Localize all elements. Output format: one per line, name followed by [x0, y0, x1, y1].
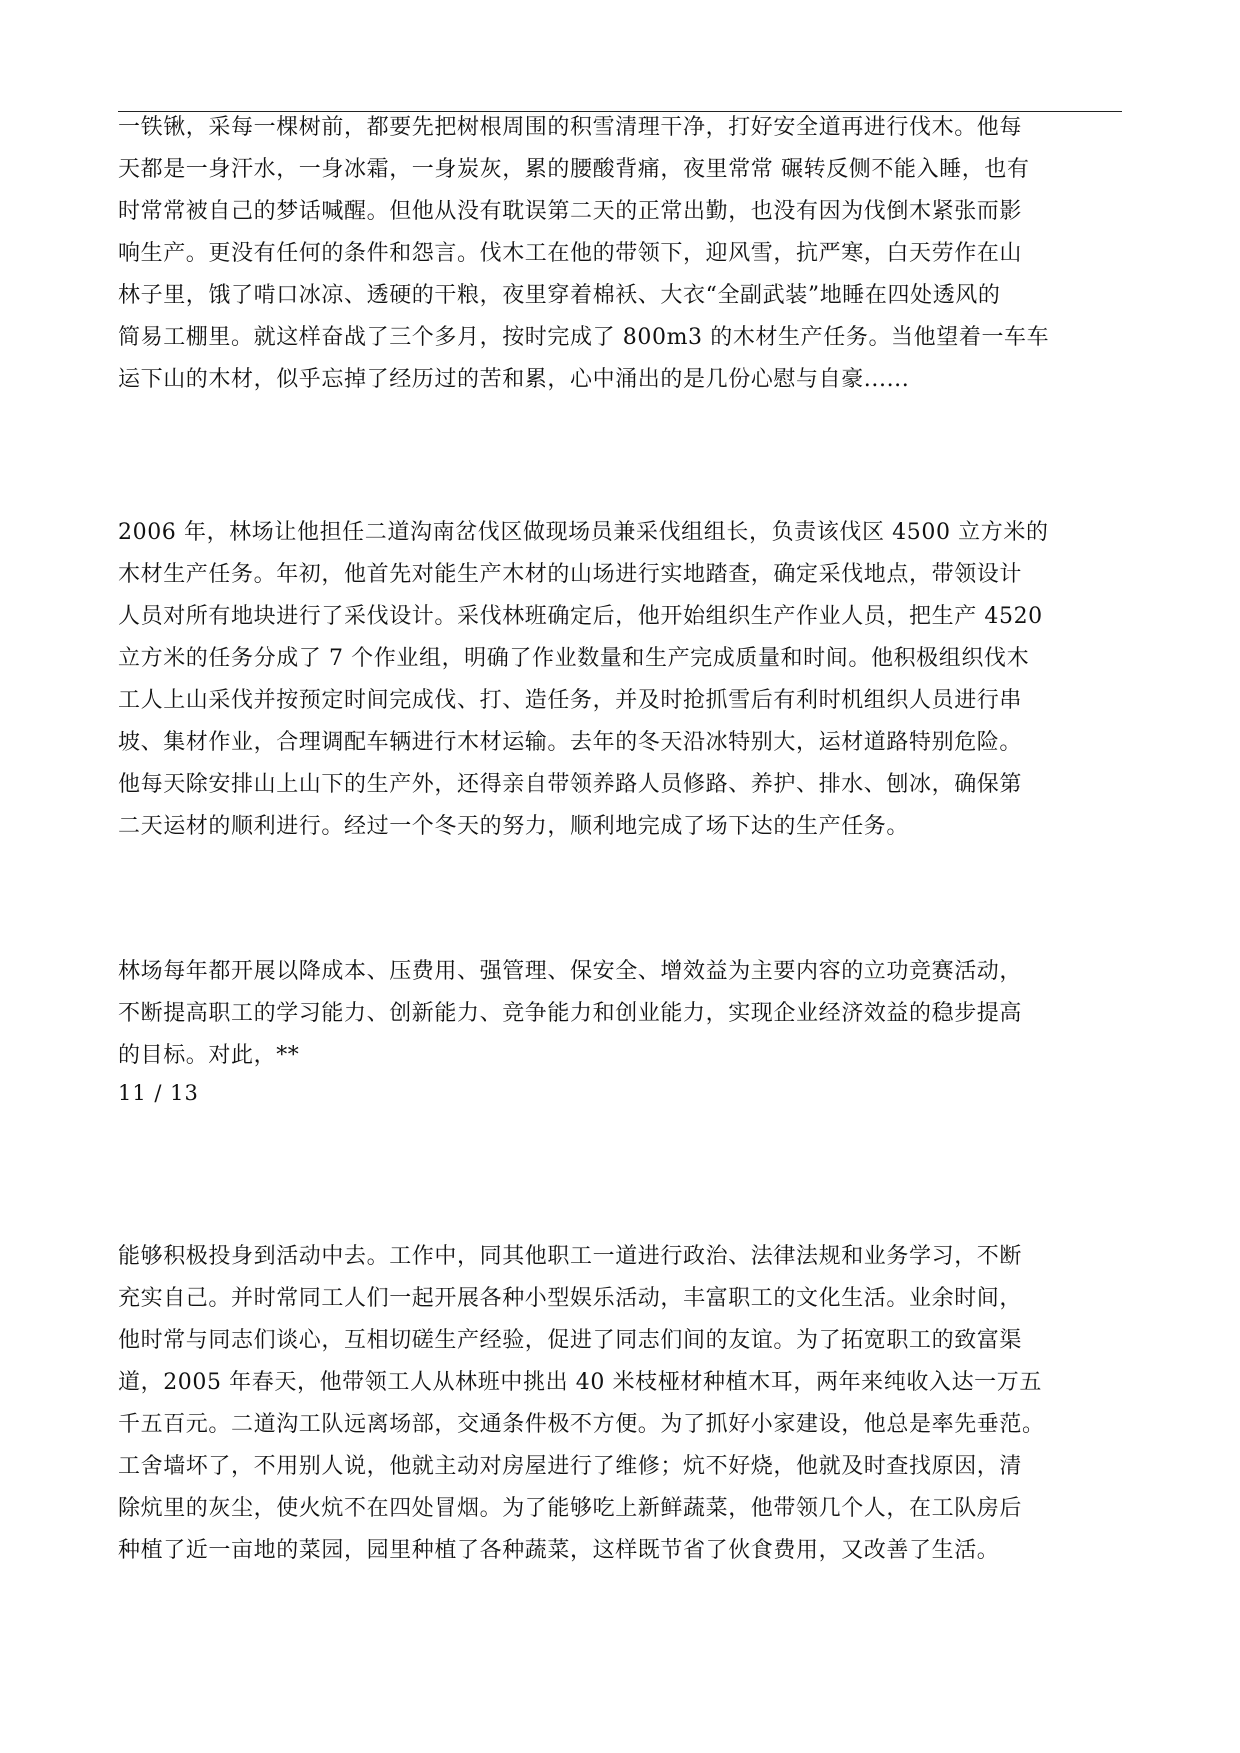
text-line: 坡、集材作业，合理调配车辆进行木材运输。去年的冬天沿冰特别大，运材道路特别危险。 — [118, 730, 1023, 755]
text-line: 工舍墙坏了，不用别人说，他就主动对房屋进行了维修；炕不好烧，他就及时查找原因，清 — [118, 1454, 1023, 1479]
paragraph-2 — [118, 512, 1124, 848]
text-line: 木材生产任务。年初，他首先对能生产木材的山场进行实地踏查，确定采伐地点，带领设计 — [118, 562, 1023, 587]
text-line: 种植了近一亩地的菜园，园里种植了各种蔬菜，这样既节省了伙食费用，又改善了生活。 — [118, 1538, 1000, 1563]
text-line: 响生产。更没有任何的条件和怨言。伐木工在他的带领下，迎风雪，抗严寒，白天劳作在山 — [118, 241, 1023, 266]
text-line: 二天运材的顺利进行。经过一个冬天的努力，顺利地完成了场下达的生产任务。 — [118, 814, 910, 839]
text-line: 人员对所有地块进行了采伐设计。采伐林班确定后，他开始组织生产作业人员，把生产 4520 — [118, 604, 1043, 629]
text-line: 道，2005 年春天，他带领工人从林班中挑出 40 米枝桠材种植木耳，两年来纯收入达一万五 — [118, 1370, 1042, 1395]
text-line: 天都是一身汗水，一身冰霜，一身炭灰，累的腰酸背痛，夜里常常 碾转反侧不能入睡，也有 — [118, 157, 1030, 182]
text-line: 运下山的木材，似乎忘掉了经历过的苦和累，心中涌出的是几份心慰与自豪...... — [118, 367, 910, 392]
page-number: 11 / 13 — [118, 1081, 199, 1105]
paragraph-3 — [118, 951, 1124, 1077]
paragraph-1 — [118, 107, 1124, 401]
text-line: 充实自己。并时常同工人们一起开展各种小型娱乐活动，丰富职工的文化生活。业余时间， — [118, 1286, 1023, 1311]
text-line: 千五百元。二道沟工队远离场部，交通条件极不方便。为了抓好小家建设，他总是率先垂范。 — [118, 1412, 1045, 1437]
text-line: 林场每年都开展以降成本、压费用、强管理、保安全、增效益为主要内容的立功竞赛活动， — [118, 959, 1023, 984]
text-line: 一铁锹，采每一棵树前，都要先把树根周围的积雪清理干净，打好安全道再进行伐木。他每 — [118, 115, 1023, 140]
text-line: 简易工棚里。就这样奋战了三个多月，按时完成了 800m3 的木材生产任务。当他望着一车车 — [118, 325, 1050, 350]
text-line: 他每天除安排山上山下的生产外，还得亲自带领养路人员修路、养护、排水、刨冰，确保第 — [118, 772, 1023, 797]
text-line: 能够积极投身到活动中去。工作中，同其他职工一道进行政治、法律法规和业务学习，不断 — [118, 1244, 1023, 1269]
paragraph-4 — [118, 1236, 1124, 1572]
text-line: 立方米的任务分成了 7 个作业组，明确了作业数量和生产完成质量和时间。他积极组织伐木 — [118, 646, 1030, 671]
text-line: 林子里，饿了啃口冰凉、透硬的干粮，夜里穿着棉袄、大衣“全副武装”地睡在四处透风的 — [118, 283, 1001, 308]
text-line: 的目标。对此，** — [118, 1043, 300, 1068]
text-line: 时常常被自己的梦话喊醒。但他从没有耽误第二天的正常出勤，也没有因为伐倒木紧张而影 — [118, 199, 1023, 224]
text-line: 除炕里的灰尘，使火炕不在四处冒烟。为了能够吃上新鲜蔬菜，他带领几个人，在工队房后 — [118, 1496, 1023, 1521]
text-line: 工人上山采伐并按预定时间完成伐、打、造任务，并及时抢抓雪后有利时机组织人员进行串 — [118, 688, 1023, 713]
text-line: 不断提高职工的学习能力、创新能力、竞争能力和创业能力，实现企业经济效益的稳步提高 — [118, 1001, 1023, 1026]
text-line: 2006 年，林场让他担任二道沟南岔伐区做现场员兼采伐组组长，负责该伐区 4500 立方米的 — [118, 520, 1049, 545]
text-line: 他时常与同志们谈心，互相切磋生产经验，促进了同志们间的友谊。为了拓宽职工的致富渠 — [118, 1328, 1023, 1353]
